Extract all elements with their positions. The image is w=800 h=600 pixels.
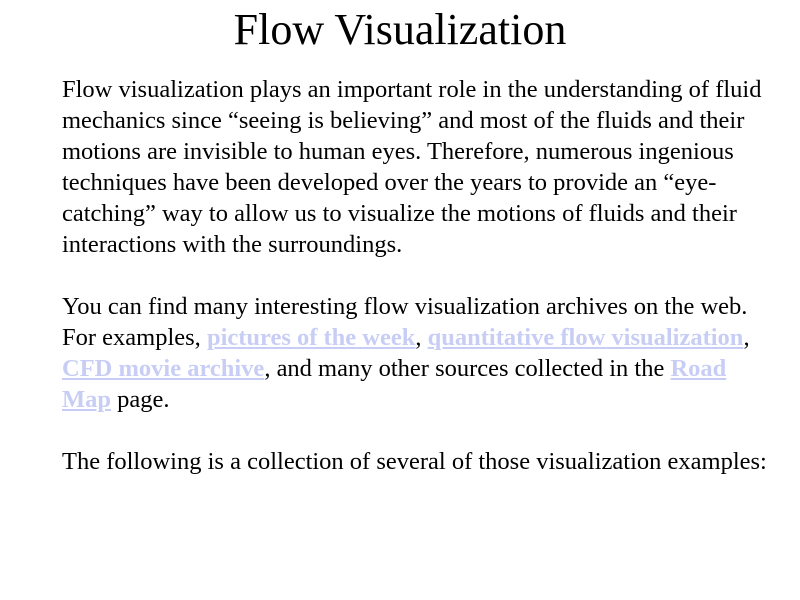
- archives-text-after: page.: [111, 386, 170, 413]
- archives-text-before: You can find many interesting flow visualization archives on the web. For examples,: [62, 293, 748, 351]
- quantitative-flow-visualization-link[interactable]: quantitative flow visualization: [427, 324, 744, 351]
- road-map-link[interactable]: Road Map: [62, 355, 727, 413]
- cfd-movie-archive-link[interactable]: CFD movie archive: [62, 355, 265, 382]
- separator-1: ,: [415, 324, 428, 351]
- archives-text-middle: , and many other sources collected in the: [264, 355, 671, 382]
- page-title: Flow Visualization: [233, 5, 567, 54]
- slide-body: [62, 74, 768, 508]
- separator-2: ,: [743, 324, 750, 351]
- intro-paragraph: Flow visualization plays an important role in the understanding of fluid mechanics since “seeing is believing” and most of the fluids and their motions are invisible to human eyes. Therefore, numerous ingenious techniques have been developed over the years to provide an “eye-catching” way to allow us to visualize the motions of fluids and their interactions with the surroundings.: [62, 76, 762, 258]
- archives-paragraph: [62, 291, 768, 415]
- pictures-of-the-week-link[interactable]: pictures of the week: [206, 324, 416, 351]
- collection-paragraph: The following is a collection of several of those visualization examples:: [62, 448, 767, 475]
